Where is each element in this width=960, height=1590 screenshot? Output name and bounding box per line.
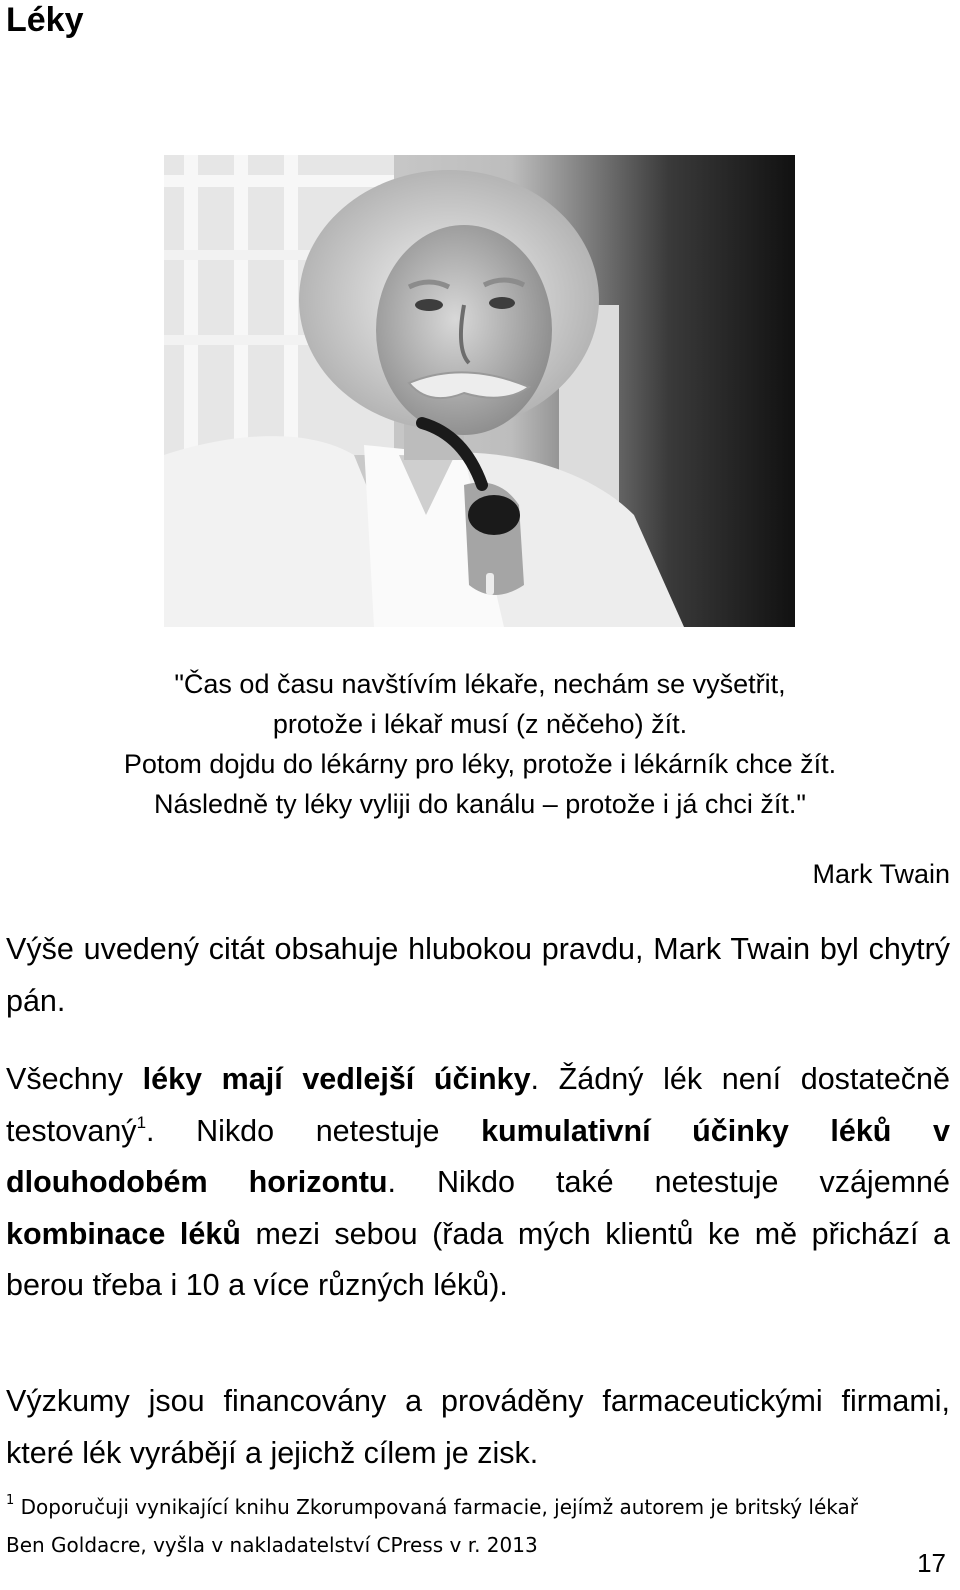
text-run: . Nikdo také netestuje vzájemné	[387, 1165, 950, 1199]
paragraph-research-funding: Výzkumy jsou financovány a prováděny farmaceutickými firmami, které lék vyrábějí a jejichž cílem je zisk.	[6, 1384, 950, 1470]
footnote-text: Doporučuji vynikající knihu Zkorumpovaná farmacie, jejímž autorem je britský lékař Ben Goldacre, vyšla v nakladatelství CPress v r. 2013	[6, 1495, 859, 1557]
portrait-photo	[164, 155, 795, 627]
paragraph-side-effects	[6, 1054, 950, 1312]
page-title: Léky	[6, 1, 84, 39]
text-run: . Žádný lék není dostatečně testovaný	[6, 1062, 950, 1148]
text-run: . Nikdo netestuje	[146, 1113, 482, 1148]
quote-line: "Čas od času navštívím lékaře, nechám se vyšetřit,	[174, 669, 786, 699]
footnote	[6, 1488, 896, 1564]
text-run: mezi sebou (řada mých klientů ke mě přichází a berou třeba i 10 a více různých léků).	[6, 1216, 950, 1302]
text-run: Všechny	[6, 1062, 143, 1096]
quote-line: protože i lékař musí (z něčeho) žít.	[272, 709, 688, 739]
footnote-reference[interactable]: 1	[136, 1112, 147, 1132]
quote-line: Potom dojdu do lékárny pro léky, protože i lékárník chce žít.	[123, 749, 837, 779]
quote-author: Mark Twain	[812, 859, 950, 889]
page-number: 17	[917, 1548, 946, 1578]
quote-line: Následně ty léky vyliji do kanálu – protože i já chci žít."	[154, 789, 806, 819]
emphasis-side-effects: léky mají vedlejší účinky	[142, 1062, 531, 1096]
quote	[0, 664, 960, 824]
emphasis-drug-combinations: kombinace léků	[6, 1216, 241, 1251]
paragraph-intro: Výše uvedený citát obsahuje hlubokou pravdu, Mark Twain byl chytrý pán.	[6, 932, 950, 1018]
footnote-marker: 1	[6, 1493, 15, 1508]
emphasis-cumulative-effects: kumulativní účinky léků v dlouhodobém horizontu	[6, 1113, 950, 1199]
